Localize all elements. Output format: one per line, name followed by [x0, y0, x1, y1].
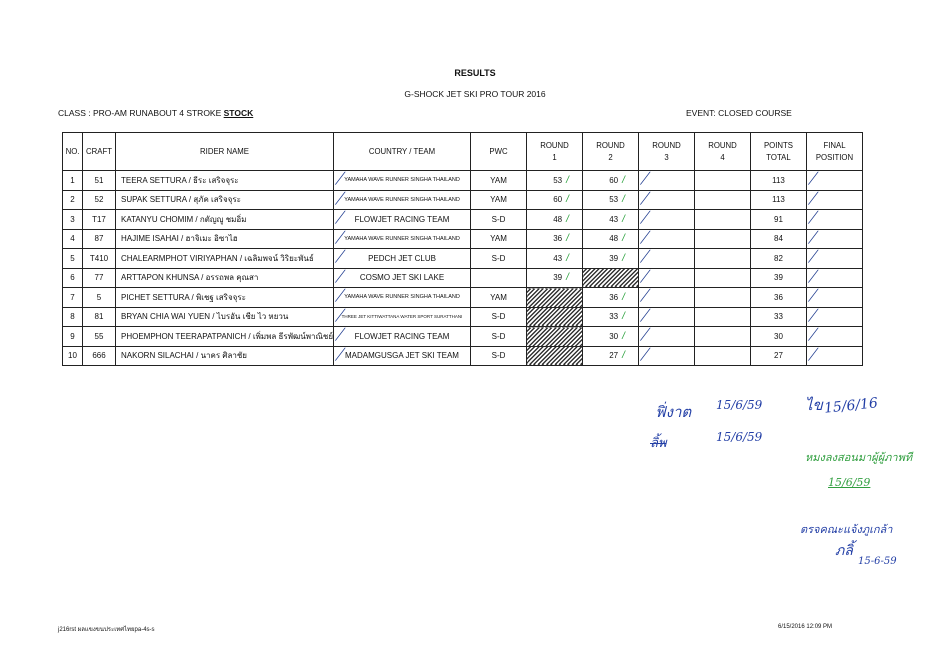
row-round-1 — [527, 327, 583, 347]
class-prefix: CLASS : PRO-AM RUNABOUT 4 STROKE — [58, 108, 224, 118]
round-number: 3 — [664, 152, 669, 162]
row-team-value: MADAMGUSGA JET SKI TEAM — [345, 351, 459, 361]
check-mark-icon: ╱ — [641, 173, 648, 185]
row-round-1-value: 60 — [553, 195, 563, 205]
row-rider-name — [116, 171, 334, 191]
header-no: NO. — [63, 133, 83, 171]
row-no — [63, 307, 83, 327]
row-team — [334, 346, 471, 366]
signature-mark-1: ฟิ่งาต — [655, 403, 692, 421]
row-total — [751, 268, 807, 288]
row-no — [63, 249, 83, 269]
row-team-value: PEDCH JET CLUB — [368, 253, 436, 263]
row-round-4 — [695, 346, 751, 366]
row-rider-name-value: ARTTAPON KHUNSA / อรรถพล คุณสา — [121, 273, 259, 283]
row-pwc — [471, 229, 527, 249]
row-round-1 — [527, 210, 583, 230]
row-round-1 — [527, 288, 583, 308]
check-mark-icon: ╱ — [336, 309, 343, 322]
row-round-2-value: 43 — [609, 214, 619, 224]
row-no — [63, 229, 83, 249]
round-label: ROUND — [652, 140, 681, 150]
table-row — [63, 249, 863, 269]
check-mark-icon: ╱ — [336, 251, 343, 263]
row-rider-name — [116, 190, 334, 210]
row-rider-name — [116, 249, 334, 269]
class-line — [58, 108, 253, 118]
row-craft — [83, 327, 116, 347]
row-round-2-value: 48 — [609, 234, 619, 244]
row-round-1-value: 48 — [553, 214, 563, 224]
row-round-1-value: 43 — [553, 253, 563, 263]
row-no — [63, 268, 83, 288]
signature-date-2: 15/6/59 — [716, 430, 763, 444]
class-emphasis: STOCK — [223, 108, 254, 118]
row-total-value: 113 — [772, 195, 785, 205]
results-table — [62, 132, 863, 366]
row-total — [751, 171, 807, 191]
check-mark-icon: ╱ — [641, 290, 648, 302]
row-rider-name-value: KATANYU CHOMIM / กตัญญู ชมอิ่ม — [121, 214, 247, 224]
row-round-4 — [695, 249, 751, 269]
table-row — [63, 190, 863, 210]
row-no-value: 8 — [70, 312, 75, 322]
row-craft-value: 52 — [94, 195, 104, 205]
row-team-value: YAMAHA WAVE RUNNER SINGHA THAILAND — [344, 235, 460, 242]
row-pwc-value: S-D — [491, 312, 506, 322]
row-rider-name-value: NAKORN SILACHAI / นาคร ศิลาชัย — [121, 351, 247, 361]
row-no — [63, 210, 83, 230]
check-mark-icon: ╱ — [336, 270, 343, 283]
check-mark-icon: ╱ — [641, 212, 648, 224]
row-round-2-value: 60 — [609, 175, 619, 185]
header-final-position — [807, 133, 863, 171]
row-round-1 — [527, 249, 583, 269]
row-total-value: 39 — [774, 273, 783, 283]
check-mark-icon: ╱ — [809, 212, 816, 224]
row-total-value: 30 — [774, 331, 783, 341]
row-round-3 — [639, 288, 695, 308]
row-total-value: 36 — [774, 292, 783, 302]
header-round-3 — [639, 133, 695, 171]
header-craft: CRAFT — [83, 133, 116, 171]
row-pwc-value: S-D — [491, 253, 506, 263]
check-mark-icon: ╱ — [641, 231, 648, 244]
row-team-value: FLOWJET RACING TEAM — [354, 331, 450, 341]
row-round-3 — [639, 210, 695, 230]
header-rider: RIDER NAME — [116, 133, 334, 171]
header-round-2 — [583, 133, 639, 171]
row-team — [334, 268, 471, 288]
check-mark-icon: ╱ — [336, 329, 343, 341]
row-pwc — [471, 249, 527, 269]
row-craft-value: 666 — [92, 351, 106, 361]
row-craft-value: 87 — [94, 234, 104, 244]
row-round-3 — [639, 268, 695, 288]
row-rider-name-value: HAJIME ISAHAI / ฮาจิเมะ อิซาไฮ — [121, 234, 238, 244]
row-total — [751, 346, 807, 366]
row-team — [334, 210, 471, 230]
row-round-2-value: 36 — [609, 292, 619, 302]
row-no — [63, 346, 83, 366]
event-line: EVENT: CLOSED COURSE — [686, 108, 792, 118]
row-craft-value: 51 — [94, 175, 104, 185]
row-total — [751, 229, 807, 249]
row-pwc — [471, 171, 527, 191]
row-final-position — [807, 327, 863, 347]
event-subtitle: G-SHOCK JET SKI PRO TOUR 2016 — [404, 89, 546, 99]
row-rider-name-value: TEERA SETTURA / ธีระ เสริจจุระ — [121, 175, 239, 185]
check-mark-icon: ╱ — [336, 192, 343, 205]
footer-file-name: j216rst ผลแขงขนประเทศไทยpa-4s-s — [58, 627, 155, 633]
row-round-1-value: 53 — [553, 175, 563, 185]
points-label: POINTS — [763, 140, 794, 150]
row-round-2 — [583, 288, 639, 308]
table-row — [63, 171, 863, 191]
row-round-3 — [639, 327, 695, 347]
check-mark-icon: / — [622, 330, 625, 342]
row-no — [63, 171, 83, 191]
row-round-2-value: 27 — [609, 351, 619, 361]
row-final-position — [807, 307, 863, 327]
table-header-row — [63, 133, 863, 171]
table-row — [63, 229, 863, 249]
row-pwc — [471, 327, 527, 347]
row-total-value: 113 — [772, 175, 785, 185]
check-mark-icon: ╱ — [809, 173, 816, 185]
row-round-4 — [695, 190, 751, 210]
header-round-1 — [527, 133, 583, 171]
row-pwc-value: YAM — [490, 195, 507, 205]
results-table-body — [63, 171, 863, 366]
row-team-value: FLOWJET RACING TEAM — [354, 214, 450, 224]
row-rider-name-value: SUPAK SETTURA / สุภัค เสริจจุระ — [121, 195, 241, 205]
row-final-position — [807, 190, 863, 210]
row-total — [751, 327, 807, 347]
check-mark-icon: ╱ — [809, 309, 816, 322]
check-mark-icon: ╱ — [809, 348, 816, 361]
check-mark-icon: / — [622, 174, 625, 186]
check-mark-icon: / — [622, 252, 625, 264]
row-total-value: 82 — [774, 253, 783, 263]
check-mark-icon: / — [566, 252, 569, 264]
check-mark-icon: / — [622, 194, 625, 206]
row-round-4 — [695, 288, 751, 308]
check-mark-icon: / — [566, 174, 569, 186]
row-no-value: 5 — [70, 253, 75, 263]
row-round-3 — [639, 190, 695, 210]
row-round-2-value: 30 — [609, 331, 619, 341]
row-no-value: 2 — [70, 195, 75, 205]
row-total-value: 91 — [774, 214, 783, 224]
table-row — [63, 210, 863, 230]
check-mark-icon: / — [622, 213, 625, 225]
check-mark-icon: ╱ — [809, 270, 816, 283]
row-round-1-value: 39 — [553, 273, 563, 283]
signature-initial: ไข — [805, 396, 823, 414]
row-round-4 — [695, 171, 751, 191]
row-round-1 — [527, 171, 583, 191]
check-mark-icon: ╱ — [809, 231, 816, 244]
check-mark-icon: ╱ — [336, 231, 343, 244]
row-craft-value: 77 — [94, 273, 104, 283]
row-round-2 — [583, 210, 639, 230]
row-round-3 — [639, 307, 695, 327]
check-mark-icon: ╱ — [336, 348, 343, 361]
row-team — [334, 229, 471, 249]
row-rider-name — [116, 288, 334, 308]
row-round-3 — [639, 346, 695, 366]
row-round-4 — [695, 307, 751, 327]
header-round-4 — [695, 133, 751, 171]
row-round-2 — [583, 327, 639, 347]
row-rider-name-value: CHALEARMPHOT VIRIYAPHAN / เฉลิมพจน์ วิริยะพันธ์ — [121, 253, 314, 263]
row-round-2 — [583, 249, 639, 269]
row-final-position — [807, 288, 863, 308]
check-mark-icon: ╱ — [809, 251, 816, 263]
row-team-value: COSMO JET SKI LAKE — [359, 273, 445, 283]
table-row — [63, 346, 863, 366]
row-rider-name — [116, 229, 334, 249]
row-round-2 — [583, 307, 639, 327]
row-no-value: 10 — [68, 351, 77, 361]
footer-timestamp: 6/15/2016 12:09 PM — [778, 624, 833, 630]
header-points-total — [751, 133, 807, 171]
row-round-4 — [695, 210, 751, 230]
handwritten-note-blue: ตรจคณะแจ้งภูเกล้า — [800, 523, 893, 536]
row-team-value: YAMAHA WAVE RUNNER SINGHA THAILAND — [344, 177, 460, 184]
signature-mark-2: ลิ้พ — [650, 436, 667, 451]
check-mark-icon: ╱ — [641, 251, 648, 263]
check-mark-icon: ╱ — [641, 192, 648, 205]
row-pwc-value: S-D — [491, 214, 506, 224]
row-no-value: 3 — [70, 214, 75, 224]
row-team — [334, 171, 471, 191]
row-round-2-value: 39 — [609, 253, 619, 263]
row-craft-value: 5 — [96, 292, 102, 302]
row-total — [751, 210, 807, 230]
row-rider-name-value: PICHET SETTURA / พิเชฐ เสริจจุระ — [121, 292, 246, 302]
check-mark-icon: ╱ — [336, 173, 343, 185]
row-team — [334, 288, 471, 308]
handwritten-note-green: หมงลงสอนมาผู้ผู้ภาพที — [805, 451, 913, 464]
row-team — [334, 307, 471, 327]
row-pwc — [471, 307, 527, 327]
row-total — [751, 307, 807, 327]
row-team — [334, 327, 471, 347]
row-craft-value: 55 — [94, 331, 104, 341]
check-mark-icon: ╱ — [641, 348, 648, 361]
row-craft-value: T17 — [92, 214, 106, 224]
row-craft — [83, 288, 116, 308]
row-pwc-value: YAM — [490, 175, 507, 185]
round-number: 2 — [608, 152, 613, 162]
row-no-value: 7 — [70, 292, 75, 302]
check-mark-icon: ╱ — [641, 270, 648, 283]
row-craft-value: T410 — [89, 253, 109, 263]
row-rider-name — [116, 210, 334, 230]
round-label: ROUND — [596, 140, 625, 150]
check-mark-icon: / — [622, 233, 625, 245]
check-mark-icon: / — [566, 233, 569, 245]
row-total-value: 27 — [774, 351, 783, 361]
row-round-3 — [639, 249, 695, 269]
row-final-position — [807, 268, 863, 288]
row-craft — [83, 307, 116, 327]
row-pwc — [471, 210, 527, 230]
row-pwc — [471, 288, 527, 308]
row-no — [63, 190, 83, 210]
row-round-2-value: 33 — [609, 312, 619, 322]
table-row — [63, 268, 863, 288]
row-round-2 — [583, 268, 639, 288]
row-round-1-value: 36 — [553, 234, 563, 244]
signature-date-1: 15/6/59 — [716, 398, 763, 412]
row-round-1 — [527, 268, 583, 288]
total-label: TOTAL — [766, 152, 791, 162]
row-no-value: 6 — [70, 273, 75, 283]
row-round-3 — [639, 171, 695, 191]
round-number: 1 — [552, 152, 557, 162]
row-round-4 — [695, 229, 751, 249]
check-mark-icon: ╱ — [809, 290, 816, 302]
row-rider-name — [116, 307, 334, 327]
row-pwc-value: YAM — [490, 292, 507, 302]
signature-date-5: 15-6-59 — [858, 556, 897, 567]
round-label: ROUND — [540, 140, 569, 150]
table-row — [63, 307, 863, 327]
row-total — [751, 288, 807, 308]
row-rider-name — [116, 268, 334, 288]
row-team-value: THREE JET KITTIWATTANA WATER SPORT SURATTHANI — [341, 314, 463, 320]
table-row — [63, 288, 863, 308]
row-team-value: YAMAHA WAVE RUNNER SINGHA THAILAND — [344, 294, 460, 301]
row-pwc-value: S-D — [491, 331, 506, 341]
check-mark-icon: ╱ — [336, 290, 343, 302]
row-round-3 — [639, 229, 695, 249]
row-total-value: 84 — [774, 234, 783, 244]
row-final-position — [807, 171, 863, 191]
row-final-position — [807, 249, 863, 269]
row-round-2 — [583, 346, 639, 366]
row-team — [334, 190, 471, 210]
row-rider-name — [116, 327, 334, 347]
row-round-1 — [527, 346, 583, 366]
check-mark-icon: ╱ — [641, 329, 648, 341]
row-pwc — [471, 346, 527, 366]
check-mark-icon: / — [622, 311, 625, 323]
row-craft — [83, 229, 116, 249]
table-row — [63, 327, 863, 347]
check-mark-icon: / — [566, 213, 569, 225]
position-label: POSITION — [815, 152, 854, 162]
row-craft-value: 81 — [94, 312, 104, 322]
check-mark-icon: ╱ — [809, 329, 816, 341]
row-round-2 — [583, 171, 639, 191]
row-final-position — [807, 346, 863, 366]
row-round-4 — [695, 327, 751, 347]
row-rider-name-value: BRYAN CHIA WAI YUEN / ไบรอัน เชีย ไว หยวน — [121, 312, 289, 322]
row-team-value: YAMAHA WAVE RUNNER SINGHA THAILAND — [344, 196, 460, 203]
row-no — [63, 288, 83, 308]
header-pwc: PWC — [471, 133, 527, 171]
round-label: ROUND — [708, 140, 737, 150]
row-craft — [83, 190, 116, 210]
signature-date-3: 15/6/16 — [823, 395, 879, 417]
check-mark-icon: / — [622, 350, 625, 362]
row-pwc — [471, 268, 527, 288]
row-rider-name-value: PHOEMPHON TEERAPATPANICH / เพิ่มพล ธีรพัฒน์พาณิชย์ — [121, 331, 334, 341]
check-mark-icon: / — [566, 272, 569, 284]
row-final-position — [807, 229, 863, 249]
signature-date-4: 15/6/59 — [828, 476, 871, 489]
row-pwc — [471, 190, 527, 210]
row-no-value: 4 — [70, 234, 75, 244]
check-mark-icon: / — [622, 291, 625, 303]
header-team: COUNTRY / TEAM — [334, 133, 471, 171]
row-craft — [83, 249, 116, 269]
row-craft — [83, 210, 116, 230]
row-total-value: 33 — [774, 312, 783, 322]
row-round-1 — [527, 190, 583, 210]
row-round-1 — [527, 229, 583, 249]
row-craft — [83, 171, 116, 191]
row-final-position — [807, 210, 863, 230]
row-total — [751, 249, 807, 269]
check-mark-icon: ╱ — [641, 309, 648, 322]
row-craft — [83, 268, 116, 288]
row-total — [751, 190, 807, 210]
row-rider-name — [116, 346, 334, 366]
row-round-4 — [695, 268, 751, 288]
final-label: FINAL — [823, 140, 846, 150]
row-team — [334, 249, 471, 269]
results-title: RESULTS — [454, 68, 496, 78]
row-no — [63, 327, 83, 347]
row-round-2 — [583, 229, 639, 249]
row-no-value: 9 — [70, 331, 75, 341]
row-round-1 — [527, 307, 583, 327]
row-pwc-value: YAM — [490, 234, 507, 244]
round-number: 4 — [720, 152, 725, 162]
row-round-2-value: 53 — [609, 195, 619, 205]
signature-scribble: ภลิ้ — [835, 543, 853, 559]
check-mark-icon: / — [566, 194, 569, 206]
row-no-value: 1 — [70, 175, 75, 185]
row-pwc-value: S-D — [491, 351, 506, 361]
row-round-2 — [583, 190, 639, 210]
check-mark-icon: ╱ — [809, 192, 816, 205]
check-mark-icon: ╱ — [336, 212, 343, 224]
row-craft — [83, 346, 116, 366]
